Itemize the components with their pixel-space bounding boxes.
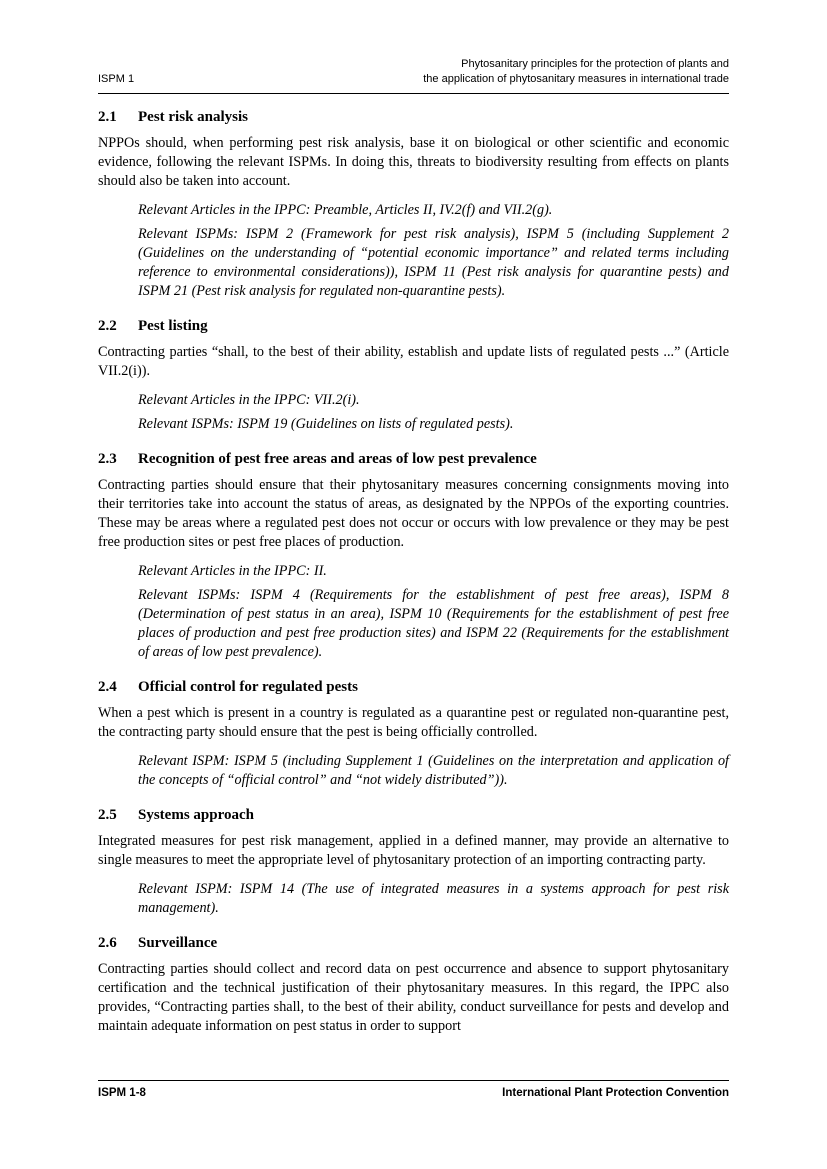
footer-organization: International Plant Protection Convention <box>502 1087 729 1099</box>
section-pest-listing <box>98 317 729 434</box>
reference-line: Relevant ISPMs: ISPM 2 (Framework for pest risk analysis), ISPM 5 (including Supplement 2 (Guidelines on the understanding of “potential economic importance” and related terms including reference to environmental considerations)), ISPM 11 (Pest risk analysis for quarantine pests) and ISPM 21 (Pest risk analysis for regulated non-quarantine pests). <box>138 226 729 299</box>
section-number: 2.6 <box>98 935 117 951</box>
header-standard-id: ISPM 1 <box>98 73 135 85</box>
section-body: When a pest which is present in a country is regulated as a quarantine pest or regulated non-quarantine pest, the contracting party should ensure that the pest is being officially controlled. <box>98 705 729 740</box>
section-body: Contracting parties should ensure that their phytosanitary measures concerning consignments moving into their territories take into account the status of areas, as designated by the NPPOs of the exporting countries. These may be areas where a regulated pest does not occur or occurs with low prevalence or they may be pest free production sites or pest free places of production. <box>98 477 729 550</box>
reference-line: Relevant ISPM: ISPM 14 (The use of integrated measures in a systems approach for pest risk management). <box>138 881 729 916</box>
section-pest-free-areas <box>98 450 729 662</box>
references-block <box>138 752 729 790</box>
section-heading <box>98 108 729 127</box>
section-number: 2.4 <box>98 679 117 695</box>
section-heading <box>98 934 729 953</box>
page-footer <box>98 1080 729 1099</box>
section-pest-risk-analysis <box>98 108 729 301</box>
section-heading <box>98 678 729 697</box>
section-heading <box>98 317 729 336</box>
section-title: Surveillance <box>138 935 218 951</box>
header-title <box>423 57 729 87</box>
reference-line: Relevant ISPM: ISPM 5 (including Supplement 1 (Guidelines on the interpretation and application of the concepts of “official control” and “not widely distributed”)). <box>138 753 729 788</box>
section-official-control <box>98 678 729 790</box>
section-title: Pest listing <box>138 318 208 334</box>
references-block <box>138 391 729 434</box>
references-block <box>138 562 729 662</box>
section-title: Pest risk analysis <box>138 109 249 125</box>
section-body: NPPOs should, when performing pest risk analysis, base it on biological or other scientific and economic evidence, following the relevant ISPMs. In doing this, threats to biodiversity resulting from effects on plants should also be taken into account. <box>98 135 729 189</box>
page-content <box>98 108 729 1052</box>
section-title: Official control for regulated pests <box>138 679 358 695</box>
section-surveillance <box>98 934 729 1036</box>
section-number: 2.2 <box>98 318 117 334</box>
section-number: 2.3 <box>98 451 117 467</box>
section-body: Integrated measures for pest risk management, applied in a defined manner, may provide an alternative to single measures to meet the appropriate level of phytosanitary protection of an importing contracting party. <box>98 833 729 868</box>
section-heading <box>98 806 729 825</box>
reference-line: Relevant Articles in the IPPC: VII.2(i). <box>138 392 360 408</box>
page-header <box>98 58 729 94</box>
references-block <box>138 880 729 918</box>
header-title-line2: the application of phytosanitary measures in international trade <box>423 73 729 85</box>
section-number: 2.5 <box>98 807 117 823</box>
reference-line: Relevant Articles in the IPPC: Preamble, Articles II, IV.2(f) and VII.2(g). <box>138 202 553 218</box>
section-systems-approach <box>98 806 729 918</box>
section-number: 2.1 <box>98 109 117 125</box>
reference-line: Relevant ISPMs: ISPM 19 (Guidelines on lists of regulated pests). <box>138 416 514 432</box>
references-block <box>138 201 729 301</box>
section-title: Recognition of pest free areas and areas of low pest prevalence <box>138 451 537 467</box>
section-body: Contracting parties should collect and record data on pest occurrence and absence to support phytosanitary certification and the technical justification of their phytosanitary measures. In this regard, the IPPC also provides, “Contracting parties shall, to the best of their ability, conduct surveillance for pests and develop and maintain adequate information on pest status in order to support <box>98 961 729 1034</box>
section-heading <box>98 450 729 469</box>
reference-line: Relevant Articles in the IPPC: II. <box>138 563 327 579</box>
header-title-line1: Phytosanitary principles for the protection of plants and <box>461 58 729 70</box>
footer-page-number: ISPM 1-8 <box>98 1087 146 1099</box>
reference-line: Relevant ISPMs: ISPM 4 (Requirements for the establishment of pest free areas), ISPM 8 (Determination of pest status in an area), ISPM 10 (Requirements for the establishment of pest free places of production and pest free production sites) and ISPM 22 (Requirements for the establishment of areas of low pest prevalence). <box>138 587 729 660</box>
section-title: Systems approach <box>138 807 254 823</box>
section-body: Contracting parties “shall, to the best of their ability, establish and update lists of regulated pests ...” (Article VII.2(i)). <box>98 344 729 379</box>
